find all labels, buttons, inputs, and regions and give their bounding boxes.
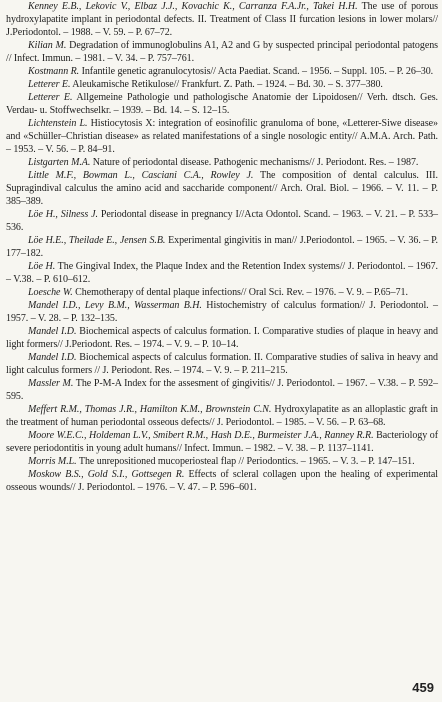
reference-authors: Letterer E. bbox=[28, 92, 73, 103]
reference-entry bbox=[6, 156, 438, 169]
reference-entry bbox=[6, 455, 438, 468]
reference-entry bbox=[6, 260, 438, 286]
reference-entry bbox=[6, 286, 438, 299]
reference-entry bbox=[6, 91, 438, 117]
reference-text: Bacteriology of severe periodontitis in young adult humans// Infect. Immun. – 1982. – V. 38. – P. 1137–1141. bbox=[6, 430, 438, 454]
reference-entry bbox=[6, 351, 438, 377]
reference-text: Hydroxylapatite as an alloplastic graft in the treatment of human periodontal osseous defects// J. Periodontol. – 1985. – V. 56. – P. 63–68. bbox=[6, 404, 438, 428]
reference-entry bbox=[6, 117, 438, 156]
reference-text: Effects of scleral collagen upon the healing of experimental osseous wounds// J. Periodontol. – 1976. – V. 47. – P. 596–601. bbox=[6, 469, 439, 493]
reference-authors: Mandel I.D. bbox=[28, 352, 77, 363]
reference-authors: Moskow B.S., Gold S.I., Gottsegen R. bbox=[28, 469, 185, 480]
reference-text: Allgemeine Pathologie und pathologische Anatomie der Lipoidosen// Verh. dtsch. Ges. Verdau- u. Stoffwechselkr. – 1939. – Bd. 14. – S. 12–15. bbox=[6, 92, 439, 116]
reference-text: The P-M-A Index for the assesment of gingivitis// J. Periodontol. – 1967. – V.38. – P. 592–595. bbox=[6, 378, 438, 402]
page-number: 459 bbox=[412, 680, 434, 695]
reference-text: Experimental gingivitis in man// J.Periodontol. – 1965. – V. 36. – P. 177–182. bbox=[6, 235, 438, 259]
reference-authors: Löe H., Silness J. bbox=[28, 209, 98, 220]
reference-authors: Morris M.L. bbox=[28, 456, 77, 467]
reference-authors: Mandel I.D., Levy B.M., Wasserman B.H. bbox=[28, 300, 202, 311]
reference-authors: Kenney E.B., Lekovic V., Elbaz J.J., Kovachic K., Carranza F.A.Jr., Takei H.H. bbox=[28, 1, 358, 12]
reference-entry bbox=[6, 299, 438, 325]
reference-entry bbox=[6, 169, 438, 208]
reference-entry bbox=[6, 429, 438, 455]
reference-authors: Kostmann R. bbox=[28, 66, 80, 77]
reference-text: Biochemical aspects of calculus formation. II. Comparative studies of saliva in heavy and light calculus formers // J. Periodont. Res. – 1974. – V. 9. – P. 211–215. bbox=[6, 352, 438, 376]
reference-authors: Mandel I.D. bbox=[28, 326, 77, 337]
reference-text: The unrepositioned mucoperiosteal flap // Periodontics. – 1965. – V. 3. – P. 147–151. bbox=[76, 456, 415, 467]
reference-text: Histiocytosis X: integration of eosinofilic granuloma of bone, «Letterer-Siwe disease» and «Schüller–Christian disease» as related manifestations of a single nosologic entity// A.M.A. Arch. Path. – 1953. – V. 56. – P. 84–91. bbox=[6, 118, 439, 155]
reference-text: Infantile genetic agranulocytosis// Acta Paediat. Scand. – 1956. – Suppl. 105. – P. 26–30. bbox=[79, 66, 434, 77]
reference-entry bbox=[6, 39, 438, 65]
reference-authors: Löe H.E., Theilade E., Jensen S.B. bbox=[28, 235, 166, 246]
reference-authors: Letterer E. bbox=[28, 79, 71, 90]
reference-entry bbox=[6, 208, 438, 234]
reference-entry bbox=[6, 468, 438, 494]
reference-text: The Gingival Index, the Plaque Index and the Retention Index systems// J. Periodontol. – 1967. – V.38. – P. 610–612. bbox=[6, 261, 438, 285]
reference-entry bbox=[6, 377, 438, 403]
reference-entry bbox=[6, 0, 438, 39]
reference-authors: Little M.F., Bowman L., Casciani C.A., Rowley J. bbox=[28, 170, 254, 181]
reference-text: Periodontal disease in pregnancy I//Acta Odontol. Scand. – 1963. – V. 21. – P. 533–536. bbox=[6, 209, 438, 233]
reference-entry bbox=[6, 325, 438, 351]
reference-entry bbox=[6, 234, 438, 260]
reference-text: The use of porous hydroxylapatite implant in periodontal defects. II. Treatment of Class II furcation lesions in lower molars// J.Periodontol. – 1988. – V. 59. – P. 67–72. bbox=[6, 1, 438, 38]
reference-authors: Moore W.E.C., Holdeman L.V., Smibert R.M., Hash D.E., Burmeister J.A., Ranney R.R. bbox=[28, 430, 374, 441]
reference-text: Aleukamische Retikulose// Frankfurt. Z. Path. – 1924. – Bd. 30. – S. 377–380. bbox=[70, 79, 383, 90]
reference-text: Biochemical aspects of calculus formation. I. Comparative studies of plaque in heavy and light formers// J.Periodont. Res. – 1974. – V. 9. – P. 10–14. bbox=[6, 326, 438, 350]
reference-text: Degradation of immunoglobulins A1, A2 and G by suspected principal periodontal patogens // Infect. Immun. – 1981. – V. 34. – P. 757–761. bbox=[6, 40, 438, 64]
reference-entry bbox=[6, 65, 438, 78]
reference-entry bbox=[6, 78, 438, 91]
reference-text: Chemotherapy of dental plaque infections// Oral Sci. Rev. – 1976. – V. 9. – P.65–71. bbox=[72, 287, 408, 298]
reference-text: Nature of periodontal disease. Pathogenic mechanisms// J. Periodont. Res. – 1987. bbox=[90, 157, 419, 168]
reference-list bbox=[6, 0, 438, 494]
reference-authors: Listgarten M.A. bbox=[28, 157, 91, 168]
reference-entry bbox=[6, 403, 438, 429]
reference-authors: Loesche W. bbox=[28, 287, 73, 298]
reference-authors: Lichtenstein L. bbox=[28, 118, 88, 129]
reference-authors: Kilian M. bbox=[28, 40, 67, 51]
reference-authors: Meffert R.M., Thomas J.R., Hamilton K.M., Brownstein C.N. bbox=[28, 404, 272, 415]
reference-text: The composition of dental calculus. III. Supragindival calculus the amino acid and saccharide component// Arch. Oral. Biol. – 1966. – V. 11. – P. 385–389. bbox=[6, 170, 438, 207]
reference-authors: Löe H. bbox=[28, 261, 56, 272]
reference-authors: Massler M. bbox=[28, 378, 74, 389]
reference-text: Histochemistry of calculus formation// J. Periodontol. – 1957. – V. 28. – P. 132–135. bbox=[6, 300, 438, 324]
